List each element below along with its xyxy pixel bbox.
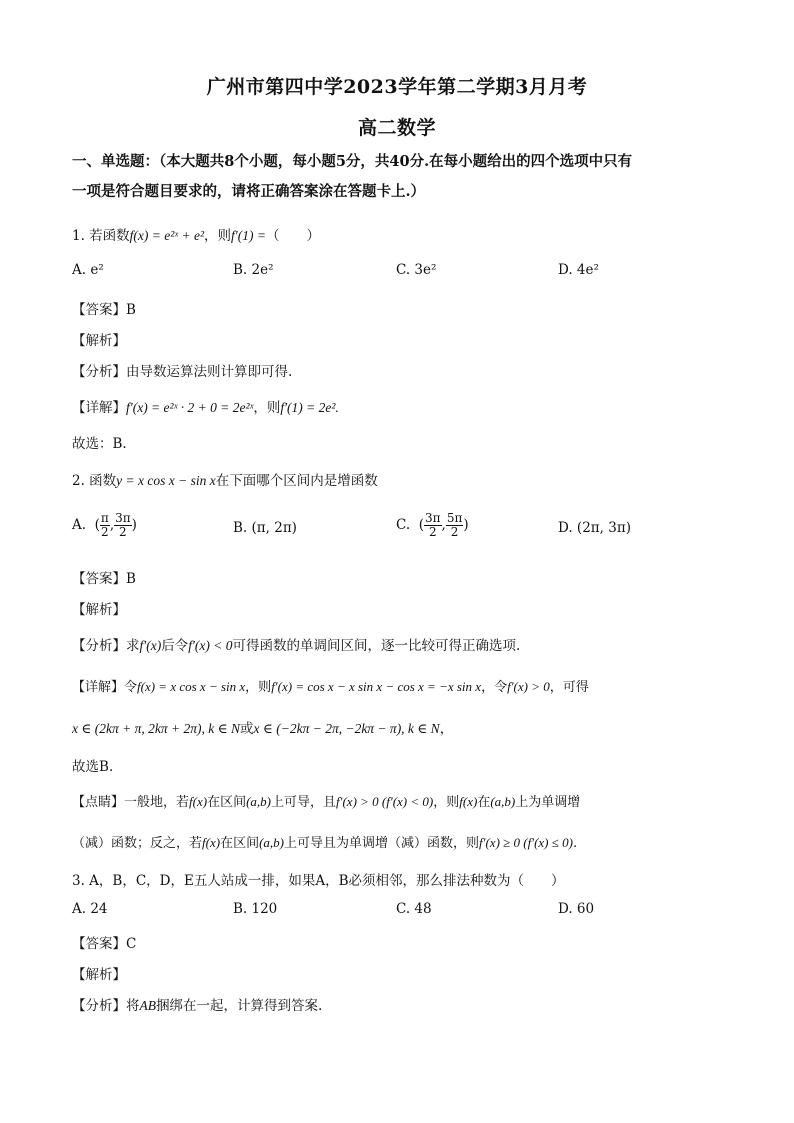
q2-answer: 【答案】B [72,571,136,587]
q2-option-a-open: ( [94,517,100,533]
q3-fenxi-math: AB [139,998,156,1013]
q2-detail2-or: 或 [239,721,254,737]
q2-detail-mid2: ，令 [481,680,508,695]
page-title: 广州市第四中学2023学年第二学期3月月考 [206,76,588,98]
q2-option-c-open: ( [418,517,425,533]
q2-option-c-frac1 [424,512,442,539]
q3-option-a: A. 24 [72,901,108,917]
q2-detail2-math1: x ∈ (2kπ + π, 2kπ + 2π), k ∈ N [72,721,240,736]
q2-stem [72,469,378,489]
q1-mid: ，则 [204,228,232,244]
q2-analysis-label: 【解析】 [72,602,126,618]
frac-numerator: 3π [115,511,131,525]
q2-detail-mid1: ，则 [245,680,272,695]
q2-option-a-label: A. [72,517,87,533]
q2-dj2-t3: 上可导且为单调增（减）函数，则 [284,836,480,851]
q2-dj-pre: 【点睛】一般地，若 [72,795,190,810]
q2-dj-t3: ，则 [433,795,460,810]
q2-detail-line1 [72,676,589,695]
frac-denominator: 2 [428,525,437,539]
q2-option-a [72,512,137,539]
q2-function: y = x cos x − sin x [116,473,216,488]
q1-paren: （ ） [265,228,320,244]
q2-dj2-m2: (a,b) [259,835,284,850]
q1-detail-mid: ，则 [253,400,281,416]
frac-denominator: 2 [450,525,459,539]
q2-option-a-frac2 [114,512,132,539]
frac-numerator: π [100,511,109,525]
q3-analysis-label: 【解析】 [72,967,126,983]
q2-dj-m3: f′(x) > 0 (f′(x) < 0) [336,794,434,809]
q1-option-d: D. 4e² [558,262,599,278]
q2-prefix: 2. 函数 [72,473,117,489]
section-heading-line1: 一、单选题：（本大题共8个小题，每小题5分，共40分.在每小题给出的四个选项中只有 [72,153,633,170]
page-subtitle: 高二数学 [357,117,436,139]
q2-detail2-math2: x ∈ (−2kπ − 2π, −2kπ − π), k ∈ N [253,721,440,736]
frac-denominator: 2 [119,525,127,539]
q2-option-a-frac1 [100,512,110,539]
q2-fenxi [72,634,520,654]
q2-dj-t1: 在区间 [207,795,247,810]
q3-fenxi-pre: 【分析】将 [72,998,140,1014]
q3-answer: 【答案】C [72,936,137,952]
q2-detail-math2: f′(x) = cos x − x sin x − cos x = −x sin x [271,679,482,694]
q2-detail-math3: f′(x) > 0 [507,679,550,694]
q2-fenxi-end: 可得函数的单调间区间，逐一比较可得正确选项. [232,638,521,654]
q2-option-b: B. (π, 2π) [233,520,297,536]
q1-answer: 【答案】B [72,302,136,318]
q2-fenxi-math2: f′(x) < 0 [188,638,233,653]
q1-detail-math: f′(x) = e²ˣ · 2 + 0 = 2e²ˣ [126,400,254,415]
q2-dj-m2: (a,b) [246,794,271,809]
frac-denominator: 2 [101,525,109,539]
q2-option-c-frac2 [446,512,464,539]
q2-dj2-m1: f(x) [202,835,221,850]
q1-derivative: f′(1) = [231,228,266,243]
q1-prefix: 1. 若函数 [72,228,130,244]
q2-dj-t5: 上为单调增 [515,795,581,810]
section-heading-line2: 一项是符合题目要求的，请将正确答案涂在答题卡上.） [72,183,426,200]
q2-dj2-t2: 在区间 [220,836,260,851]
q2-detail-line2 [72,717,453,737]
q2-detail-math1: f(x) = x cos x − sin x [137,679,246,694]
q1-detail [72,396,339,416]
q2-dj2-t4: . [572,836,578,851]
q2-option-c [396,512,469,539]
q2-option-c-close: ) [463,517,469,533]
q2-dianjing-line1 [72,791,580,810]
q3-option-c: C. 48 [396,901,432,917]
q3-option-d: D. 60 [558,901,595,917]
q3-stem: 3. A，B，C，D，E五人站成一排，如果A，B必须相邻，那么排法种数为（ ） [72,873,565,889]
q2-dj-m1: f(x) [189,794,208,809]
q2-option-d: D. (2π, 3π) [558,520,631,536]
q1-function: f(x) = e²ˣ + e² [129,228,205,243]
q1-detail-label: 【详解】 [72,400,126,416]
q1-stem [72,224,320,244]
q2-conclusion: 故选B. [72,759,114,775]
q2-option-a-comma: , [109,517,115,533]
q3-fenxi [72,994,322,1014]
q2-dianjing-line2 [72,832,577,851]
q2-dj-m5: (a,b) [490,794,516,809]
q2-detail-pre: 【详解】令 [72,680,138,695]
q1-detail-end: f′(1) = 2e². [280,400,339,415]
q2-dj-t2: 上可导，且 [271,795,337,810]
q2-suffix: 在下面哪个区间内是增函数 [215,473,378,489]
q1-conclusion: 故选：B. [72,436,127,452]
frac-numerator: 3π [425,511,441,525]
q1-fenxi: 【分析】由导数运算法则计算即可得. [72,364,293,380]
q2-option-c-comma: , [441,517,446,533]
q2-dj2-m3: f′(x) ≥ 0 (f′(x) ≤ 0) [479,835,573,850]
q2-fenxi-mid: 后令 [161,638,189,654]
q2-detail2-end: ， [439,721,454,737]
q2-option-c-label: C. [396,517,411,533]
q2-dj2-t1: （减）函数；反之，若 [72,836,203,851]
q2-fenxi-pre: 【分析】求 [72,638,140,654]
q1-option-a: A. e² [72,262,104,278]
q1-option-b: B. 2e² [233,262,274,278]
q1-option-c: C. 3e² [396,262,437,278]
frac-numerator: 5π [446,511,463,525]
q2-option-a-close: ) [131,517,137,533]
q3-option-b: B. 120 [233,901,278,917]
q1-analysis-label: 【解析】 [72,333,126,349]
q2-dj-m4: f(x) [459,794,478,809]
q3-fenxi-end: 捆绑在一起，计算得到答案. [156,998,323,1014]
q2-dj-t4: 在 [477,795,491,810]
q2-detail-end: ，可得 [549,680,589,695]
q2-fenxi-math1: f′(x) [139,638,162,653]
